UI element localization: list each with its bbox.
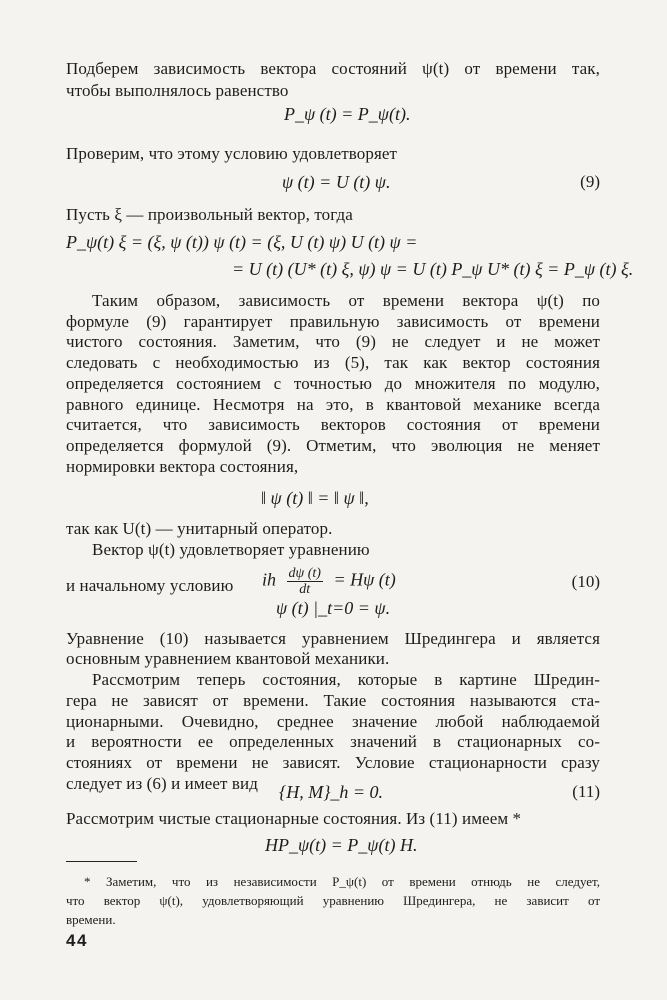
footnote-line-1: * Заметим, что из независимости P_ψ(t) от времени отнюдь не следует, <box>84 874 600 889</box>
paragraph-4-line-5: определяется состоянием с точностью до множителя по модулю, <box>66 374 600 393</box>
footnote-line-2: что вектор ψ(t), удовлетворяющий уравнению Шредингера, не зависит от <box>66 893 600 908</box>
paragraph-4-line-4: следовать с необходимостью из (5), так как вектор состояния <box>66 353 600 372</box>
paragraph-8-line-2: основным уравнением квантовой механики. <box>66 649 390 668</box>
formula-5-prefix: ih <box>262 569 277 590</box>
paragraph-3: Пусть ξ — произвольный вектор, тогда <box>66 205 353 224</box>
equation-number-10: (10) <box>571 572 600 591</box>
fraction-numerator: dψ (t) <box>288 566 321 581</box>
paragraph-1-line-2: чтобы выполнялось равенство <box>66 81 289 100</box>
paragraph-1-line-1: Подберем зависимость вектора состояний ψ(t) от времени так, <box>66 59 600 78</box>
paragraph-4-line-3: чистого состояния. Заметим, что (9) не следует и не может <box>66 332 600 351</box>
paragraph-4-line-7: считается, что зависимость векторов состояния от времени <box>66 415 600 434</box>
formula-4: ‖ ψ (t) ‖ = ‖ ψ ‖, <box>261 488 369 508</box>
formula-8: HP_ψ(t) = P_ψ(t) H. <box>265 835 418 855</box>
paragraph-4-line-2: формуле (9) гарантирует правильную зависимость от времени <box>66 312 600 331</box>
formula-1: P_ψ (t) = P_ψ(t). <box>284 104 411 124</box>
formula-2: ψ (t) = U (t) ψ. <box>282 172 391 192</box>
formula-3-line-2: = U (t) (U* (t) ξ, ψ) ψ = U (t) P_ψ U* (t) ξ = P_ψ (t) ξ. <box>232 259 634 279</box>
paragraph-4-line-6: равного единице. Несмотря на это, в квантовой механике всегда <box>66 395 600 414</box>
formula-5-suffix: = Hψ (t) <box>333 569 396 590</box>
paragraph-9-line-5: стояниях от времени не зависят. Условие стационарности сразу <box>66 753 600 772</box>
paragraph-5: так как U(t) — унитарный оператор. <box>66 519 333 538</box>
fraction-denominator: dt <box>299 582 311 597</box>
paragraph-6: Вектор ψ(t) удовлетворяет уравнению <box>92 540 370 559</box>
footnote-divider <box>66 861 137 862</box>
paragraph-8-line-1: Уравнение (10) называется уравнением Шредингера и является <box>66 629 600 648</box>
formula-6: ψ (t) |_t=0 = ψ. <box>276 598 391 618</box>
paragraph-9-line-1: Рассмотрим теперь состояния, которые в картине Шредин- <box>92 670 600 689</box>
paragraph-9-line-2: гера не зависят от времени. Такие состояния называются ста- <box>66 691 600 710</box>
paragraph-4-line-9: нормировки вектора состояния, <box>66 457 299 476</box>
paragraph-7: и начальному условию <box>66 576 234 595</box>
paragraph-10: Рассмотрим чистые стационарные состояния. Из (11) имеем * <box>66 809 522 828</box>
equation-number-11: (11) <box>572 782 600 801</box>
paragraph-4-line-1: Таким образом, зависимость от времени вектора ψ(t) по <box>92 291 600 310</box>
formula-7: {H, M}_h = 0. <box>279 782 384 802</box>
footnote-line-3: времени. <box>66 912 116 927</box>
formula-3-line-1: P_ψ(t) ξ = (ξ, ψ (t)) ψ (t) = (ξ, U (t) ψ) U (t) ψ = <box>66 232 418 252</box>
page-number: 44 <box>66 931 88 950</box>
paragraph-9-line-4: и вероятности ее определенных значений в стационарных со- <box>66 732 600 751</box>
paragraph-4-line-8: определяется формулой (9). Отметим, что эволюция не меняет <box>66 436 600 455</box>
paragraph-2: Проверим, что этому условию удовлетворяет <box>66 144 398 163</box>
paragraph-9-line-3: ционарными. Очевидно, среднее значение любой наблюдаемой <box>66 712 600 731</box>
equation-number-9: (9) <box>580 172 600 191</box>
paragraph-9-line-6: следует из (6) и имеет вид <box>66 774 258 793</box>
